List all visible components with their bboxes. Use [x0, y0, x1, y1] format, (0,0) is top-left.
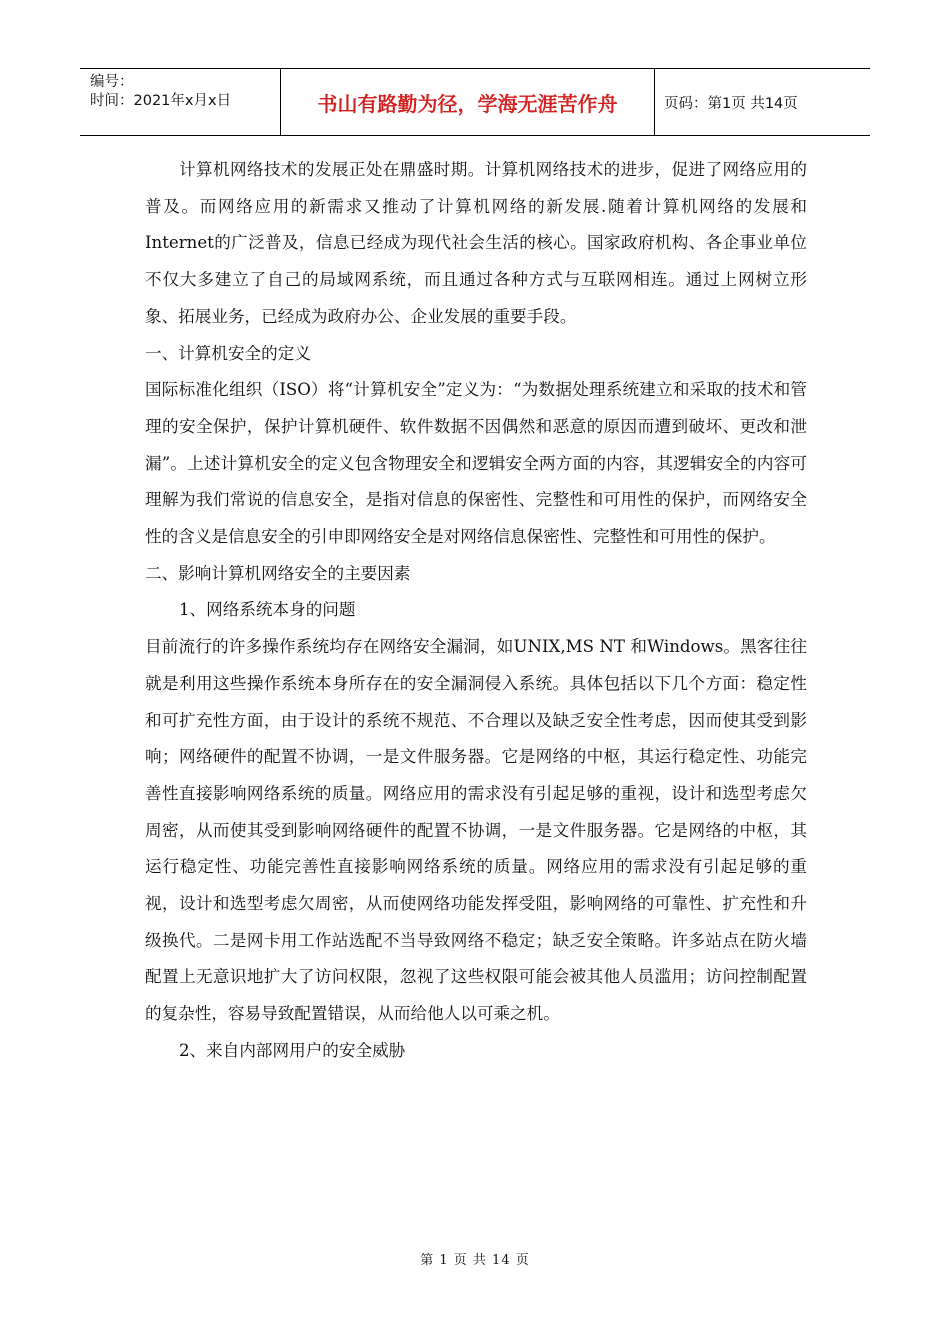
subsection-heading-1: 1、网络系统本身的问题	[179, 600, 356, 620]
page-header	[80, 68, 870, 136]
document-number-label: 编号：	[90, 74, 134, 90]
page-footer: 第 1 页 共 14 页	[420, 1253, 530, 1268]
document-date: 时间：2021年x月x日	[90, 93, 232, 109]
definition-paragraph: 国际标准化组织（ISO）将“计算机安全”定义为：“为数据处理系统建立和采取的技术和管理的安全保护，保护计算机硬件、软件数据不因偶然和恶意的原因而遭到破坏、更改和泄漏”。上述计算机安全的定义包含物理安全和逻辑安全两方面的内容，其逻辑安全的内容可理解为我们常说的信息安全，是指对信息的保密性、完整性和可用性的保护，而网络安全性的含义是信息安全的引申即网络安全是对网络信息保密性、完整性和可用性的保护。	[145, 380, 807, 547]
subsection-heading-2: 2、来自内部网用户的安全威胁	[179, 1040, 406, 1060]
document-body	[145, 152, 807, 1070]
header-meta	[80, 69, 280, 135]
system-issues-paragraph: 目前流行的许多操作系统均存在网络安全漏洞，如UNIX,MS NT 和Windows。黑客往往就是利用这些操作系统本身所存在的安全漏洞侵入系统。具体包括以下几个方面：稳定性和可扩充性方面，由于设计的系统不规范、不合理以及缺乏安全性考虑，因而使其受到影响；网络硬件的配置不协调，一是文件服务器。它是网络的中枢，其运行稳定性、功能完善性直接影响网络系统的质量。网络应用的需求没有引起足够的重视，设计和选型考虑欠周密，从而使其受到影响网络硬件的配置不协调，一是文件服务器。它是网络的中枢，其运行稳定性、功能完善性直接影响网络系统的质量。网络应用的需求没有引起足够的重视，设计和选型考虑欠周密，从而使网络功能发挥受阻，影响网络的可靠性、扩充性和升级换代。二是网卡用工作站选配不当导致网络不稳定；缺乏安全策略。许多站点在防火墙配置上无意识地扩大了访问权限，忽视了这些权限可能会被其他人员滥用；访问控制配置的复杂性，容易导致配置错误，从而给他人以可乘之机。	[145, 637, 807, 1024]
header-page-info: 页码：第1页 共14页	[664, 95, 798, 112]
section-heading-1: 一、计算机安全的定义	[145, 343, 311, 363]
section-heading-2: 二、影响计算机网络安全的主要因素	[145, 563, 411, 583]
header-motto: 书山有路勤为径，学海无涯苦作舟	[280, 69, 655, 135]
intro-paragraph: 计算机网络技术的发展正处在鼎盛时期。计算机网络技术的进步，促进了网络应用的普及。而网络应用的新需求又推动了计算机网络的新发展.随着计算机网络的发展和Internet的广泛普及，信息已经成为现代社会生活的核心。国家政府机构、各企事业单位不仅大多建立了自己的局域网系统，而且通过各种方式与互联网相连。通过上网树立形象、拓展业务，已经成为政府办公、企业发展的重要手段。	[145, 160, 807, 326]
